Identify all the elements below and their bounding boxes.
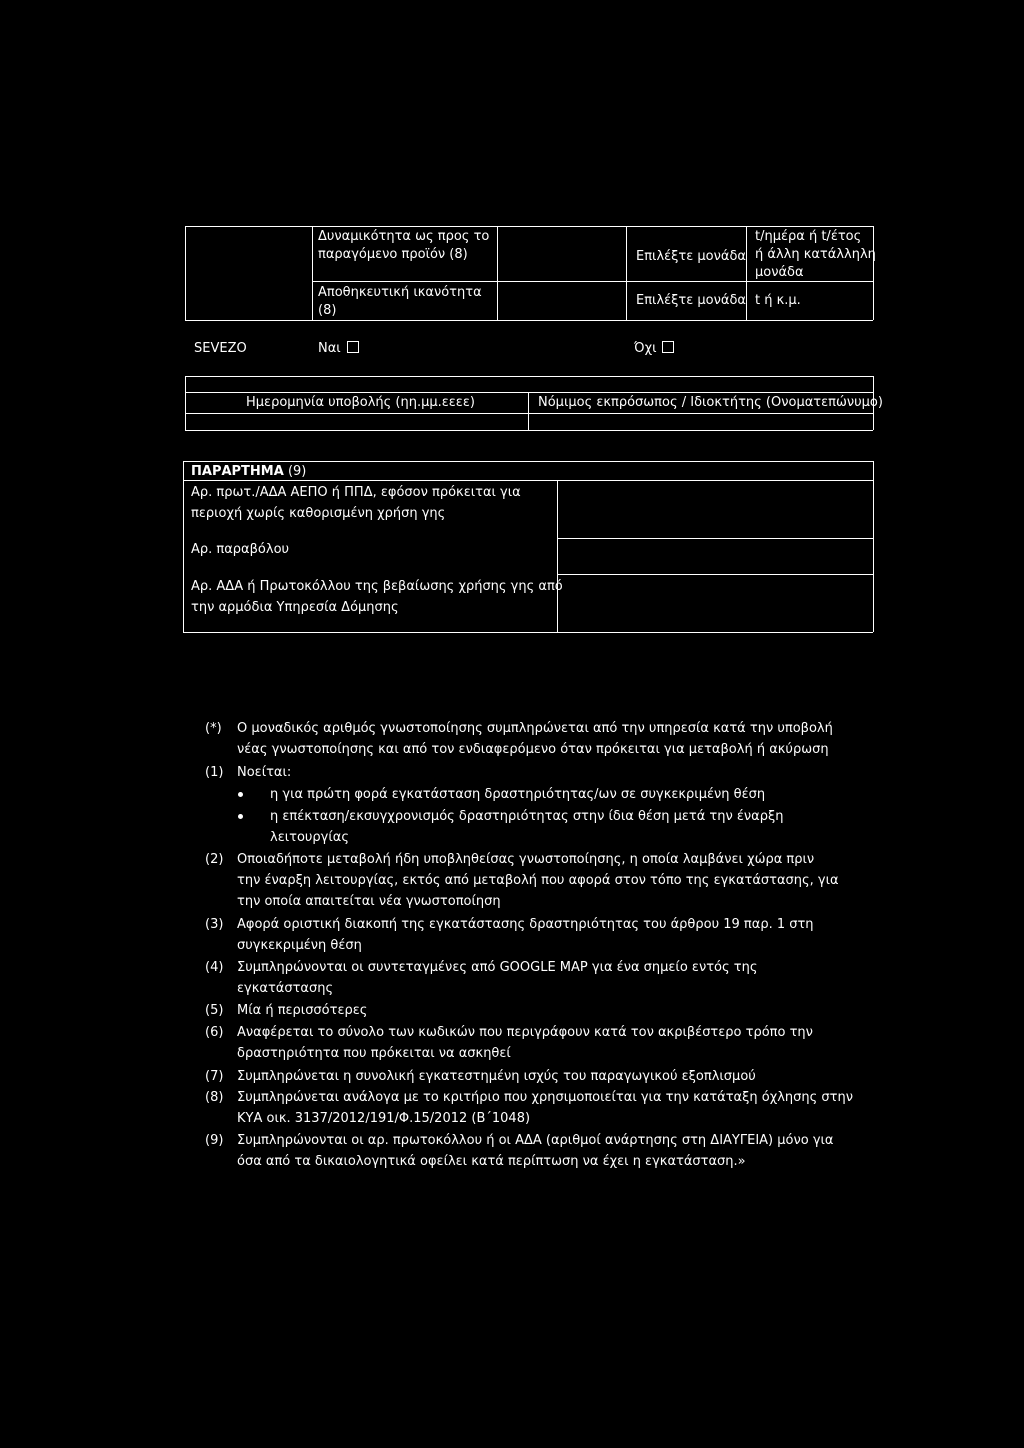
bullet-icon [238, 792, 243, 797]
footnote-line: Συμπληρώνονται οι συντεταγμένες από GOOGLE MAP για ένα σημείο εντός της [237, 960, 758, 975]
capacity-unit-hint-line: μονάδα [755, 265, 804, 280]
annex-row-protocol [191, 482, 521, 524]
annex-row-land-use-line: την αρμόδια Υπηρεσία Δόμησης [191, 600, 399, 615]
footnote-number: (6) [205, 1025, 224, 1040]
footnote-line: την έναρξη λειτουργίας, εκτός από μεταβολή που αφορά στον τόπο της εγκατάστασης, για [237, 873, 839, 888]
annex-row-land-use-field[interactable] [558, 575, 872, 631]
submission-date-header: Ημερομηνία υποβολής (ηη.μμ.εεεε) [246, 395, 475, 410]
footnote-number: (4) [205, 960, 224, 975]
footnote-line: λειτουργίας [270, 830, 349, 845]
footnote-text [237, 718, 833, 760]
footnote-text [237, 1087, 853, 1129]
footnote-line: η επέκταση/εκσυγχρονισμός δραστηριότητας στην ίδια θέση μετά την έναρξη [270, 809, 784, 824]
footnote-number: (7) [205, 1069, 224, 1084]
legal-representative-field[interactable] [529, 414, 872, 429]
footnote-line: νέας γνωστοποίησης και από τον ενδιαφερόμενο όταν πρόκειται για μεταβολή ή ακύρωση [237, 742, 829, 757]
footnote-text [237, 1000, 367, 1021]
footnote-line: συγκεκριμένη θέση [237, 938, 362, 953]
seveso-yes-checkbox[interactable] [347, 341, 359, 353]
annex-row-protocol-line: περιοχή χωρίς καθορισμένη χρήση γης [191, 506, 446, 521]
capacity-label-line: παραγόμενο προϊόν (8) [318, 247, 468, 262]
footnote-line: ΚΥΑ οικ. 3137/2012/191/Φ.15/2012 (Β΄1048) [237, 1111, 531, 1126]
seveso-yes-label: Ναι [318, 341, 341, 356]
annex-row-protocol-line: Αρ. πρωτ./ΑΔΑ ΑΕΠΟ ή ΠΠΔ, εφόσον πρόκειται για [191, 485, 521, 500]
footnote-number: (1) [205, 765, 224, 780]
footnote-line: Συμπληρώνονται οι αρ. πρωτοκόλλου ή οι ΑΔΑ (αριθμοί ανάρτησης στη ΔΙΑΥΓΕΙΑ) μόνο για [237, 1133, 834, 1148]
footnote-text [270, 784, 765, 805]
seveso-no-option[interactable] [634, 340, 674, 358]
footnote-number: (*) [205, 721, 222, 736]
footnote-line: Νοείται: [237, 765, 292, 780]
footnote-text [270, 806, 783, 848]
footnote-text [237, 762, 291, 783]
footnote-text [237, 1022, 813, 1064]
capacity-unit-hint [755, 228, 876, 282]
footnote-line: δραστηριότητα που πρόκειται να ασκηθεί [237, 1046, 511, 1061]
annex-title-ref: (9) [287, 464, 307, 479]
footnote-text [237, 914, 814, 956]
footnote-number: (3) [205, 917, 224, 932]
seveso-label: SEVEZO [194, 341, 247, 356]
footnote-text [237, 1130, 833, 1172]
footnote-line: Ο μοναδικός αριθμός γνωστοποίησης συμπληρώνεται από την υπηρεσία κατά την υποβολή [237, 721, 833, 736]
storage-unit-hint: t ή κ.μ. [755, 293, 801, 308]
capacity-label [318, 228, 489, 264]
footnote-line: Μία ή περισσότερες [237, 1003, 368, 1018]
storage-label-line: Αποθηκευτική ικανότητα [318, 285, 482, 300]
annex-row-land-use-line: Αρ. ΑΔΑ ή Πρωτοκόλλου της βεβαίωσης χρήσης γης από [191, 579, 563, 594]
footnote-line: την οποία απαιτείται νέα γνωστοποίηση [237, 894, 501, 909]
annex-title [191, 463, 306, 481]
annex-title-text: ΠΑΡΑΡΤΗΜΑ [191, 464, 284, 479]
storage-label [318, 284, 482, 320]
seveso-no-checkbox[interactable] [662, 341, 674, 353]
footnote-line: Αναφέρεται το σύνολο των κωδικών που περιγράφουν κατά τον ακριβέστερο τρόπο την [237, 1025, 813, 1040]
footnote-number: (8) [205, 1090, 224, 1105]
footnote-line: όσα από τα δικαιολογητικά οφείλει κατά περίπτωση να έχει η εγκατάσταση.» [237, 1154, 746, 1169]
capacity-unit-hint-line: t/ημέρα ή t/έτος [755, 229, 862, 244]
footnote-line: εγκατάστασης [237, 981, 334, 996]
footnote-text [237, 1066, 756, 1087]
footnote-number: (5) [205, 1003, 224, 1018]
storage-unit-select[interactable]: Επιλέξτε μονάδα [636, 293, 746, 308]
footnote-line: η για πρώτη φορά εγκατάσταση δραστηριότητας/ων σε συγκεκριμένη θέση [270, 787, 766, 802]
footnote-number: (9) [205, 1133, 224, 1148]
footnote-line: Οποιαδήποτε μεταβολή ήδη υποβληθείσας γνωστοποίησης, η οποία λαμβάνει χώρα πριν [237, 852, 815, 867]
seveso-yes-option[interactable] [318, 340, 359, 358]
annex-row-land-use [191, 576, 563, 618]
legal-representative-header: Νόμιμος εκπρόσωπος / Ιδιοκτήτης (Ονοματεπώνυμο) [538, 395, 883, 410]
annex-row-fee: Αρ. παραβόλου [191, 542, 290, 557]
submission-date-field[interactable] [186, 414, 527, 429]
footnote-line: Συμπληρώνεται ανάλογα με το κριτήριο που χρησιμοποιείται για την κατάταξη όχλησης στην [237, 1090, 853, 1105]
seveso-no-label: Όχι [634, 341, 657, 356]
footnote-line: Συμπληρώνεται η συνολική εγκατεστημένη ισχύς του παραγωγικού εξοπλισμού [237, 1069, 756, 1084]
capacity-unit-hint-line: ή άλλη κατάλληλη [755, 247, 876, 262]
storage-label-line: (8) [318, 303, 337, 318]
annex-row-fee-field[interactable] [558, 539, 872, 573]
footnote-line: Αφορά οριστική διακοπή της εγκατάστασης δραστηριότητας του άρθρου 19 παρ. 1 στη [237, 917, 814, 932]
bullet-icon [238, 814, 243, 819]
annex-row-protocol-field[interactable] [558, 481, 872, 537]
capacity-label-line: Δυναμικότητα ως προς το [318, 229, 490, 244]
capacity-unit-select[interactable]: Επιλέξτε μονάδα [636, 249, 746, 264]
footnote-text [237, 957, 757, 999]
footnote-number: (2) [205, 852, 224, 867]
footnote-text [237, 849, 839, 912]
